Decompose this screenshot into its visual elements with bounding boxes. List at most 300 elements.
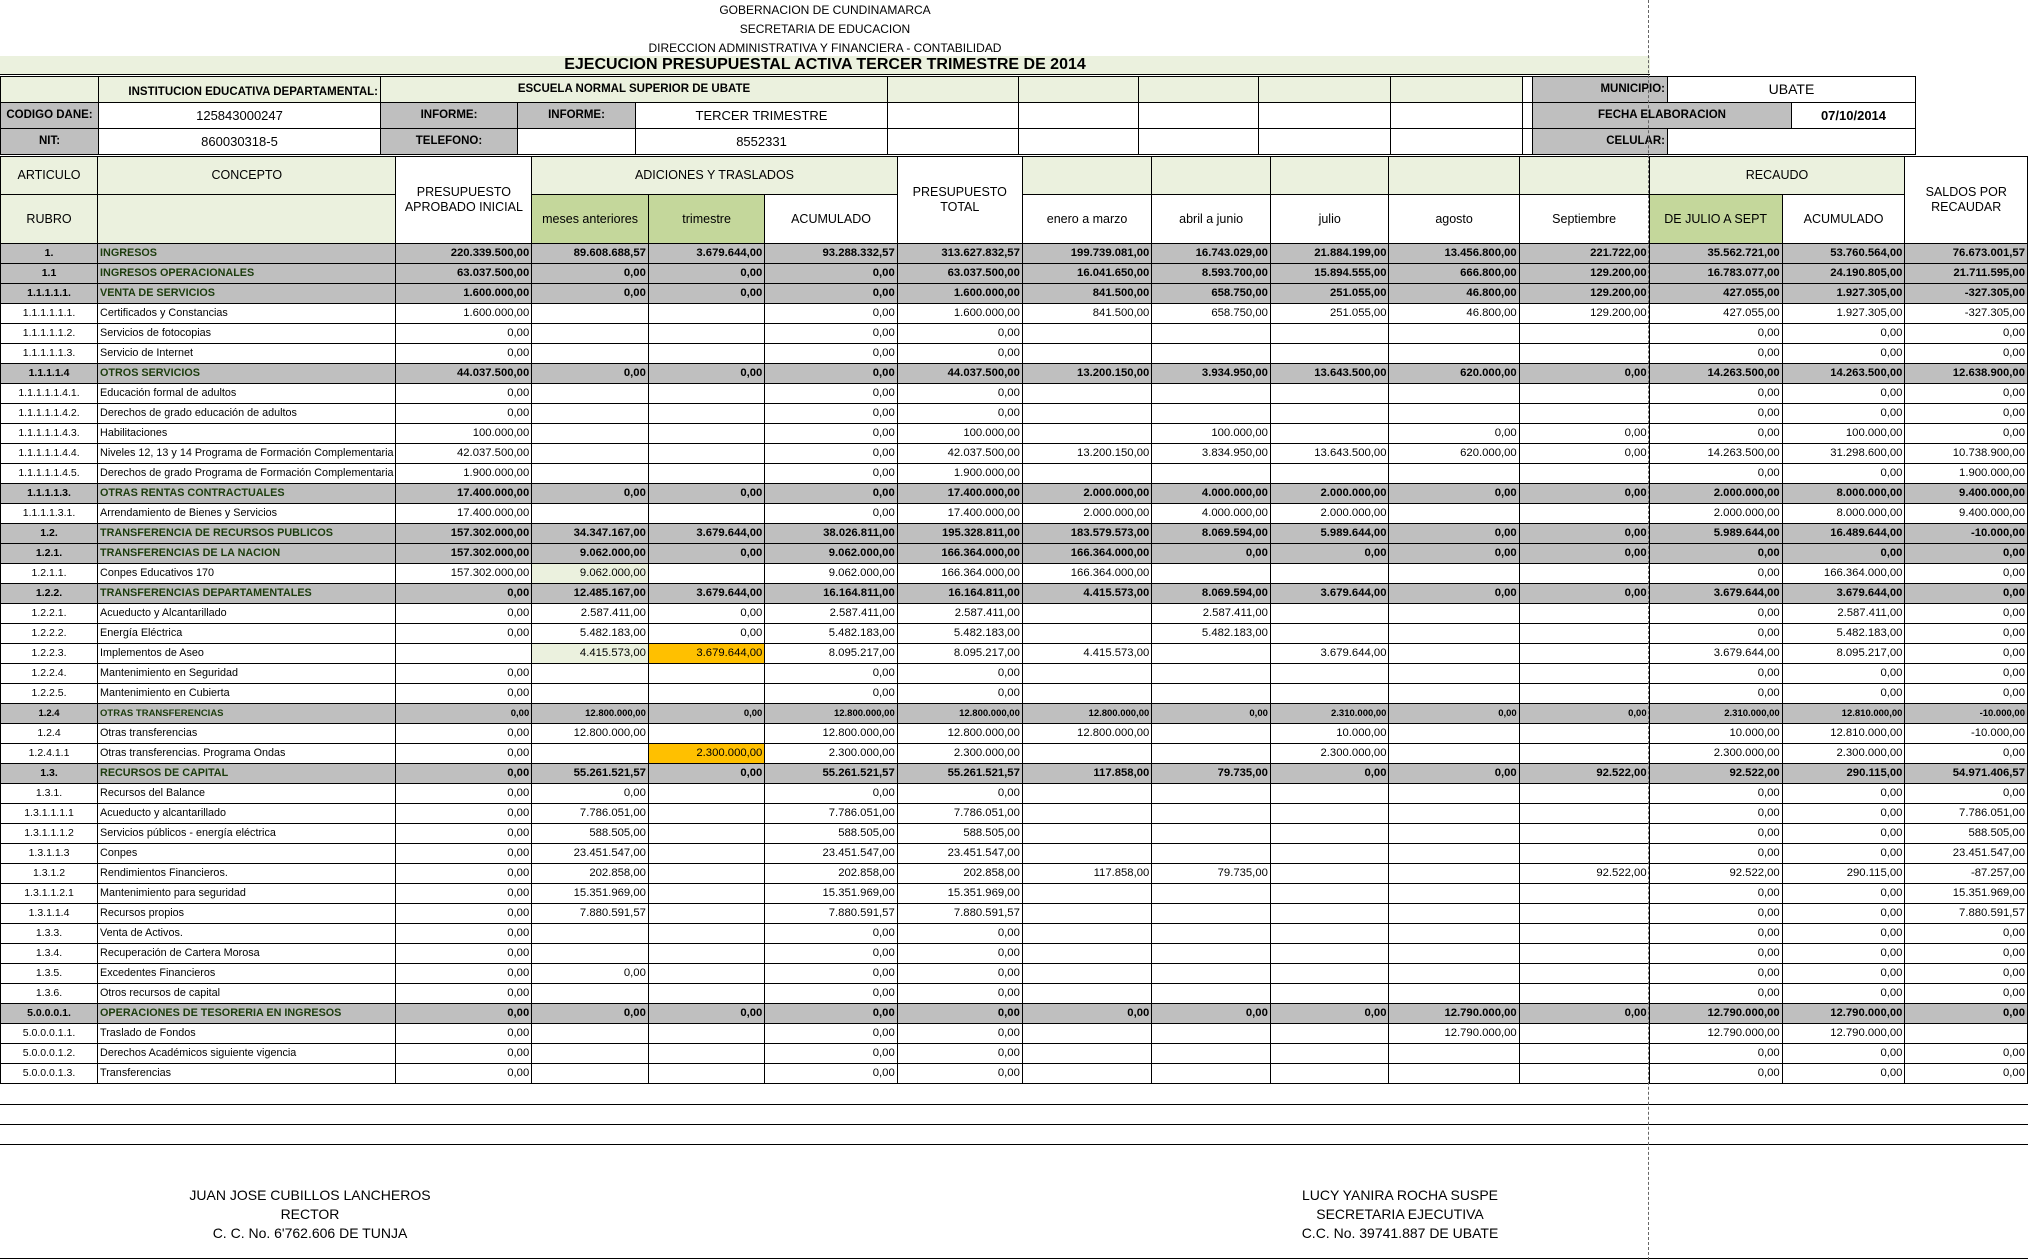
row-value-cell: 14.263.500,00 — [1782, 364, 1905, 384]
row-articulo: 1.1.1.1.1.4.4. — [1, 444, 98, 464]
row-value-cell: 17.400.000,00 — [396, 484, 532, 504]
row-value-cell: 0,00 — [396, 904, 532, 924]
row-value-cell: 0,00 — [396, 664, 532, 684]
row-value-cell: 0,00 — [897, 324, 1022, 344]
table-row — [1, 244, 2028, 264]
row-value-cell: 0,00 — [1649, 944, 1782, 964]
row-articulo: 1.2.2.1. — [1, 604, 98, 624]
row-value-cell — [1270, 664, 1389, 684]
row-value-cell — [1152, 404, 1271, 424]
row-value-cell: 0,00 — [396, 604, 532, 624]
row-value-cell: 0,00 — [1905, 684, 2028, 704]
row-value-cell: 166.364.000,00 — [1022, 544, 1151, 564]
row-value-cell — [1389, 844, 1519, 864]
row-value-cell — [1905, 1024, 2028, 1044]
row-value-cell: 0,00 — [1905, 744, 2028, 764]
row-value-cell: 0,00 — [532, 484, 649, 504]
row-value-cell — [1270, 624, 1389, 644]
row-value-cell — [1519, 464, 1649, 484]
table-row — [1, 1064, 2028, 1084]
row-value-cell: 0,00 — [897, 784, 1022, 804]
row-value-cell: 17.400.000,00 — [396, 504, 532, 524]
row-value-cell: 0,00 — [648, 604, 764, 624]
row-value-cell — [1389, 464, 1519, 484]
row-value-cell: 0,00 — [1905, 424, 2028, 444]
row-value-cell: 0,00 — [1782, 684, 1905, 704]
table-row — [1, 364, 2028, 384]
row-value-cell — [1022, 684, 1151, 704]
row-value-cell: 0,00 — [1389, 764, 1519, 784]
row-value-cell — [1152, 964, 1271, 984]
row-value-cell: 588.505,00 — [532, 824, 649, 844]
row-articulo: 5.0.0.0.1. — [1, 1004, 98, 1024]
row-value-cell: 2.300.000,00 — [1649, 744, 1782, 764]
row-value-cell: 0,00 — [396, 784, 532, 804]
row-value-cell: 841.500,00 — [1022, 284, 1151, 304]
row-value-cell: 3.679.644,00 — [1270, 644, 1389, 664]
divider — [0, 1258, 2028, 1259]
row-value-cell — [1152, 344, 1271, 364]
row-value-cell: 16.164.811,00 — [897, 584, 1022, 604]
row-value-cell — [532, 324, 649, 344]
row-value-cell — [1022, 604, 1151, 624]
table-row — [1, 704, 2028, 724]
row-articulo: 1.2.2.5. — [1, 684, 98, 704]
row-value-cell: 0,00 — [765, 484, 897, 504]
row-value-cell: 0,00 — [1905, 944, 2028, 964]
row-value-cell: 93.288.332,57 — [765, 244, 897, 264]
row-value-cell: 34.347.167,00 — [532, 524, 649, 544]
row-value-cell: 0,00 — [1649, 904, 1782, 924]
row-value-cell — [1519, 744, 1649, 764]
row-value-cell: 202.858,00 — [765, 864, 897, 884]
row-value-cell: 0,00 — [1782, 964, 1905, 984]
row-value-cell: 0,00 — [765, 504, 897, 524]
row-value-cell — [1389, 804, 1519, 824]
institucion-value: ESCUELA NORMAL SUPERIOR DE UBATE — [381, 77, 888, 103]
budget-table — [0, 156, 2028, 1084]
row-value-cell: 658.750,00 — [1152, 304, 1271, 324]
row-value-cell — [1152, 944, 1271, 964]
row-value-cell — [648, 844, 764, 864]
row-articulo: 1.2.4 — [1, 704, 98, 724]
row-value-cell — [532, 504, 649, 524]
nit-label: NIT: — [1, 129, 99, 155]
table-row — [1, 684, 2028, 704]
row-value-cell — [1519, 844, 1649, 864]
row-value-cell: 0,00 — [1649, 544, 1782, 564]
row-value-cell: 0,00 — [897, 664, 1022, 684]
row-value-cell — [1519, 904, 1649, 924]
row-value-cell: 0,00 — [1022, 1004, 1151, 1024]
row-value-cell: 9.062.000,00 — [532, 564, 649, 584]
row-value-cell: 0,00 — [648, 484, 764, 504]
row-value-cell: 0,00 — [897, 384, 1022, 404]
row-value-cell: 0,00 — [765, 784, 897, 804]
row-value-cell: 0,00 — [1519, 1004, 1649, 1024]
row-value-cell: 0,00 — [765, 424, 897, 444]
row-value-cell — [648, 724, 764, 744]
row-value-cell: 0,00 — [1782, 804, 1905, 824]
row-value-cell: 0,00 — [897, 684, 1022, 704]
row-value-cell: 92.522,00 — [1519, 764, 1649, 784]
row-value-cell: 0,00 — [765, 404, 897, 424]
row-value-cell — [648, 324, 764, 344]
row-value-cell — [1022, 884, 1151, 904]
row-value-cell: 0,00 — [396, 884, 532, 904]
row-concepto: Conpes Educativos 170 — [98, 564, 396, 584]
row-value-cell: 0,00 — [396, 324, 532, 344]
row-value-cell — [532, 924, 649, 944]
row-value-cell: 0,00 — [1782, 844, 1905, 864]
row-value-cell — [1022, 344, 1151, 364]
col-concepto: CONCEPTO — [98, 157, 396, 195]
row-value-cell — [1270, 684, 1389, 704]
celular-label: CELULAR: — [1533, 129, 1668, 155]
header-line-1: GOBERNACION DE CUNDINAMARCA — [719, 3, 931, 17]
row-value-cell: 3.679.644,00 — [648, 584, 764, 604]
row-articulo: 1. — [1, 244, 98, 264]
row-value-cell — [648, 464, 764, 484]
row-value-cell — [1389, 724, 1519, 744]
row-value-cell — [1389, 1044, 1519, 1064]
row-articulo: 1.3.1.1.4 — [1, 904, 98, 924]
row-value-cell: 0,00 — [765, 1064, 897, 1084]
row-value-cell: 0,00 — [1782, 344, 1905, 364]
row-value-cell — [648, 904, 764, 924]
row-value-cell — [1270, 984, 1389, 1004]
divider — [0, 1124, 2028, 1125]
row-value-cell: 21.884.199,00 — [1270, 244, 1389, 264]
row-value-cell — [648, 304, 764, 324]
row-value-cell: -87.257,00 — [1905, 864, 2028, 884]
row-concepto: RECURSOS DE CAPITAL — [98, 764, 396, 784]
row-value-cell — [1022, 944, 1151, 964]
row-value-cell: 0,00 — [1782, 1064, 1905, 1084]
col-trimestre: trimestre — [648, 195, 764, 244]
row-value-cell — [648, 504, 764, 524]
row-value-cell: 15.351.969,00 — [897, 884, 1022, 904]
row-articulo: 1.3. — [1, 764, 98, 784]
row-value-cell — [648, 384, 764, 404]
row-value-cell: 0,00 — [648, 364, 764, 384]
row-value-cell: 0,00 — [897, 1044, 1022, 1064]
row-value-cell: 7.880.591,57 — [897, 904, 1022, 924]
row-value-cell: 12.800.000,00 — [765, 724, 897, 744]
row-articulo: 1.3.1.2 — [1, 864, 98, 884]
row-articulo: 5.0.0.0.1.1. — [1, 1024, 98, 1044]
row-value-cell: 0,00 — [648, 284, 764, 304]
signature-left-id: C. C. No. 6'762.606 DE TUNJA — [212, 1225, 408, 1241]
row-value-cell — [1152, 664, 1271, 684]
row-value-cell — [1519, 644, 1649, 664]
row-value-cell: 42.037.500,00 — [897, 444, 1022, 464]
row-value-cell — [1152, 564, 1271, 584]
row-value-cell: 0,00 — [765, 284, 897, 304]
row-value-cell — [648, 864, 764, 884]
row-value-cell: 0,00 — [1389, 524, 1519, 544]
row-value-cell: 0,00 — [765, 1024, 897, 1044]
row-value-cell: 0,00 — [1905, 544, 2028, 564]
row-articulo: 1.1.1.1.1.3. — [1, 344, 98, 364]
row-value-cell: 313.627.832,57 — [897, 244, 1022, 264]
row-value-cell: 0,00 — [396, 944, 532, 964]
col-meses-anteriores: meses anteriores — [532, 195, 649, 244]
row-value-cell: 100.000,00 — [1782, 424, 1905, 444]
row-value-cell — [1022, 984, 1151, 1004]
row-concepto: Recursos del Balance — [98, 784, 396, 804]
row-value-cell: 16.743.029,00 — [1152, 244, 1271, 264]
row-value-cell: 0,00 — [1519, 484, 1649, 504]
row-concepto: VENTA DE SERVICIOS — [98, 284, 396, 304]
dane-label: CODIGO DANE: — [1, 103, 99, 129]
table-row — [1, 804, 2028, 824]
row-articulo: 1.3.1.1.1.1 — [1, 804, 98, 824]
row-value-cell — [1389, 664, 1519, 684]
row-value-cell: 2.000.000,00 — [1649, 504, 1782, 524]
row-value-cell — [1152, 1024, 1271, 1044]
row-value-cell: 10.000,00 — [1649, 724, 1782, 744]
row-value-cell: 3.834.950,00 — [1152, 444, 1271, 464]
row-value-cell — [1270, 964, 1389, 984]
municipio-value: UBATE — [1668, 77, 1916, 103]
row-value-cell: 15.351.969,00 — [532, 884, 649, 904]
row-value-cell — [1022, 664, 1151, 684]
row-value-cell — [532, 304, 649, 324]
informe-label-2: INFORME: — [518, 103, 636, 129]
row-value-cell — [532, 384, 649, 404]
row-value-cell — [1270, 424, 1389, 444]
row-articulo: 1.3.6. — [1, 984, 98, 1004]
row-value-cell — [1389, 504, 1519, 524]
row-concepto: INGRESOS OPERACIONALES — [98, 264, 396, 284]
row-concepto: Rendimientos Financieros. — [98, 864, 396, 884]
telefono-value: 8552331 — [636, 129, 888, 155]
row-value-cell: 23.451.547,00 — [765, 844, 897, 864]
table-row — [1, 764, 2028, 784]
table-row — [1, 744, 2028, 764]
row-value-cell: 5.482.183,00 — [765, 624, 897, 644]
row-value-cell — [1152, 684, 1271, 704]
row-value-cell: 13.643.500,00 — [1270, 364, 1389, 384]
row-concepto: Otras transferencias. Programa Ondas — [98, 744, 396, 764]
row-value-cell: 12.790.000,00 — [1782, 1024, 1905, 1044]
row-value-cell — [532, 464, 649, 484]
row-value-cell: 0,00 — [1519, 424, 1649, 444]
row-articulo: 1.2.2.4. — [1, 664, 98, 684]
table-row — [1, 524, 2028, 544]
row-concepto: Acueducto y Alcantarillado — [98, 604, 396, 624]
row-value-cell: 0,00 — [1905, 564, 2028, 584]
row-value-cell: 0,00 — [1905, 984, 2028, 1004]
row-value-cell: 0,00 — [1649, 344, 1782, 364]
row-articulo: 1.1.1.1.1.4.5. — [1, 464, 98, 484]
row-concepto: Otras transferencias — [98, 724, 396, 744]
row-value-cell: 9.062.000,00 — [765, 544, 897, 564]
row-concepto: Recursos propios — [98, 904, 396, 924]
row-value-cell: 4.415.573,00 — [532, 644, 649, 664]
row-value-cell: 1.600.000,00 — [396, 284, 532, 304]
row-value-cell: 0,00 — [1649, 624, 1782, 644]
row-value-cell: 7.786.051,00 — [1905, 804, 2028, 824]
row-value-cell: 0,00 — [897, 1004, 1022, 1024]
page-break-line — [1648, 0, 1649, 1260]
row-concepto: Mantenimiento para seguridad — [98, 884, 396, 904]
row-value-cell — [1389, 824, 1519, 844]
row-value-cell: 0,00 — [396, 404, 532, 424]
col-saldos: SALDOS POR RECAUDAR — [1905, 157, 2028, 244]
row-value-cell: 2.300.000,00 — [765, 744, 897, 764]
row-articulo: 1.3.4. — [1, 944, 98, 964]
row-value-cell: 0,00 — [765, 304, 897, 324]
row-value-cell: 10.000,00 — [1270, 724, 1389, 744]
row-concepto: Derechos de grado Programa de Formación Complementaria — [98, 464, 396, 484]
row-value-cell — [1270, 824, 1389, 844]
row-concepto: Certificados y Constancias — [98, 304, 396, 324]
col-agosto: agosto — [1389, 195, 1519, 244]
row-value-cell: 0,00 — [897, 924, 1022, 944]
row-value-cell: 0,00 — [1905, 664, 2028, 684]
row-articulo: 5.0.0.0.1.3. — [1, 1064, 98, 1084]
row-value-cell: 0,00 — [396, 964, 532, 984]
row-value-cell: 15.351.969,00 — [765, 884, 897, 904]
table-row — [1, 444, 2028, 464]
row-value-cell: 0,00 — [1782, 544, 1905, 564]
row-value-cell — [1152, 744, 1271, 764]
table-row — [1, 324, 2028, 344]
row-value-cell: 0,00 — [765, 364, 897, 384]
row-value-cell: 0,00 — [396, 1024, 532, 1044]
row-value-cell — [1152, 724, 1271, 744]
row-value-cell — [1270, 604, 1389, 624]
fecha-label: FECHA ELABORACION — [1533, 103, 1792, 129]
row-articulo: 1.3.5. — [1, 964, 98, 984]
row-value-cell: 183.579.573,00 — [1022, 524, 1151, 544]
row-value-cell: 157.302.000,00 — [396, 544, 532, 564]
fecha-value: 07/10/2014 — [1792, 103, 1916, 129]
row-value-cell: 0,00 — [1782, 464, 1905, 484]
row-value-cell — [1519, 664, 1649, 684]
row-value-cell: 0,00 — [897, 964, 1022, 984]
row-value-cell — [648, 344, 764, 364]
table-row — [1, 284, 2028, 304]
row-concepto: Otros recursos de capital — [98, 984, 396, 1004]
row-value-cell: 8.000.000,00 — [1782, 504, 1905, 524]
row-value-cell: 12.485.167,00 — [532, 584, 649, 604]
row-value-cell: 0,00 — [765, 324, 897, 344]
header-line-2: SECRETARIA DE EDUCACION — [739, 22, 911, 36]
table-row — [1, 1004, 2028, 1024]
row-value-cell — [1270, 804, 1389, 824]
row-value-cell: 0,00 — [532, 964, 649, 984]
signature-right-id: C.C. No. 39741.887 DE UBATE — [1301, 1225, 1499, 1241]
row-value-cell: 0,00 — [897, 344, 1022, 364]
row-value-cell: 2.300.000,00 — [1270, 744, 1389, 764]
table-row — [1, 564, 2028, 584]
row-value-cell: 12.800.000,00 — [897, 704, 1022, 724]
row-articulo: 1.1.1.1.3.1. — [1, 504, 98, 524]
row-value-cell — [648, 1024, 764, 1044]
row-value-cell: 0,00 — [532, 264, 649, 284]
row-concepto: Recuperación de Cartera Morosa — [98, 944, 396, 964]
row-value-cell — [1152, 1044, 1271, 1064]
row-value-cell: 0,00 — [1649, 1064, 1782, 1084]
row-value-cell — [1022, 1024, 1151, 1044]
row-value-cell: 0,00 — [396, 1064, 532, 1084]
row-concepto: OTRAS TRANSFERENCIAS — [98, 704, 396, 724]
table-row — [1, 1024, 2028, 1044]
row-value-cell: 0,00 — [1905, 964, 2028, 984]
row-value-cell: 0,00 — [1905, 924, 2028, 944]
row-value-cell: 0,00 — [396, 1044, 532, 1064]
row-value-cell: 588.505,00 — [897, 824, 1022, 844]
table-row — [1, 844, 2028, 864]
row-value-cell — [1022, 824, 1151, 844]
col-julio-sept: DE JULIO A SEPT — [1649, 195, 1782, 244]
row-value-cell — [1519, 324, 1649, 344]
row-articulo: 1.2.2.2. — [1, 624, 98, 644]
row-value-cell: 0,00 — [765, 1004, 897, 1024]
row-value-cell: 129.200,00 — [1519, 264, 1649, 284]
row-value-cell — [1519, 944, 1649, 964]
row-value-cell: 16.783.077,00 — [1649, 264, 1782, 284]
row-value-cell: 0,00 — [1905, 1004, 2028, 1024]
row-value-cell — [1022, 844, 1151, 864]
table-row — [1, 304, 2028, 324]
row-value-cell: 0,00 — [532, 364, 649, 384]
row-value-cell: 0,00 — [1782, 784, 1905, 804]
signature-left-name: JUAN JOSE CUBILLOS LANCHEROS — [189, 1187, 431, 1203]
row-value-cell: 0,00 — [648, 1004, 764, 1024]
col-recaudo-acumulado: ACUMULADO — [1782, 195, 1905, 244]
row-value-cell: 195.328.811,00 — [897, 524, 1022, 544]
row-value-cell — [1519, 1024, 1649, 1044]
row-value-cell: 0,00 — [1649, 924, 1782, 944]
table-row — [1, 864, 2028, 884]
row-value-cell: 0,00 — [1905, 1064, 2028, 1084]
row-value-cell — [648, 1064, 764, 1084]
row-value-cell: 0,00 — [1649, 324, 1782, 344]
row-value-cell: 3.679.644,00 — [1782, 584, 1905, 604]
row-value-cell: 0,00 — [1649, 404, 1782, 424]
row-value-cell: 202.858,00 — [532, 864, 649, 884]
row-articulo: 1.1.1.1.1.2. — [1, 324, 98, 344]
table-row — [1, 664, 2028, 684]
row-value-cell — [1389, 624, 1519, 644]
row-value-cell: 12.800.000,00 — [897, 724, 1022, 744]
row-value-cell: 0,00 — [765, 944, 897, 964]
row-value-cell — [1270, 864, 1389, 884]
row-value-cell: 1.600.000,00 — [897, 284, 1022, 304]
row-value-cell: 1.927.305,00 — [1782, 284, 1905, 304]
row-value-cell — [1270, 384, 1389, 404]
col-acumulado: ACUMULADO — [765, 195, 897, 244]
row-articulo: 1.3.3. — [1, 924, 98, 944]
row-value-cell — [648, 424, 764, 444]
row-value-cell: 2.587.411,00 — [765, 604, 897, 624]
row-value-cell: 5.989.644,00 — [1270, 524, 1389, 544]
row-value-cell: 12.800.000,00 — [1022, 704, 1151, 724]
row-value-cell — [1519, 784, 1649, 804]
row-value-cell — [1022, 384, 1151, 404]
col-abril-junio: abril a junio — [1152, 195, 1271, 244]
row-concepto: Niveles 12, 13 y 14 Programa de Formación Complementaria — [98, 444, 396, 464]
row-value-cell: 4.415.573,00 — [1022, 584, 1151, 604]
row-articulo: 1.1.1.1.4 — [1, 364, 98, 384]
row-value-cell: 0,00 — [1519, 704, 1649, 724]
row-value-cell: 2.587.411,00 — [897, 604, 1022, 624]
row-value-cell: 9.062.000,00 — [765, 564, 897, 584]
